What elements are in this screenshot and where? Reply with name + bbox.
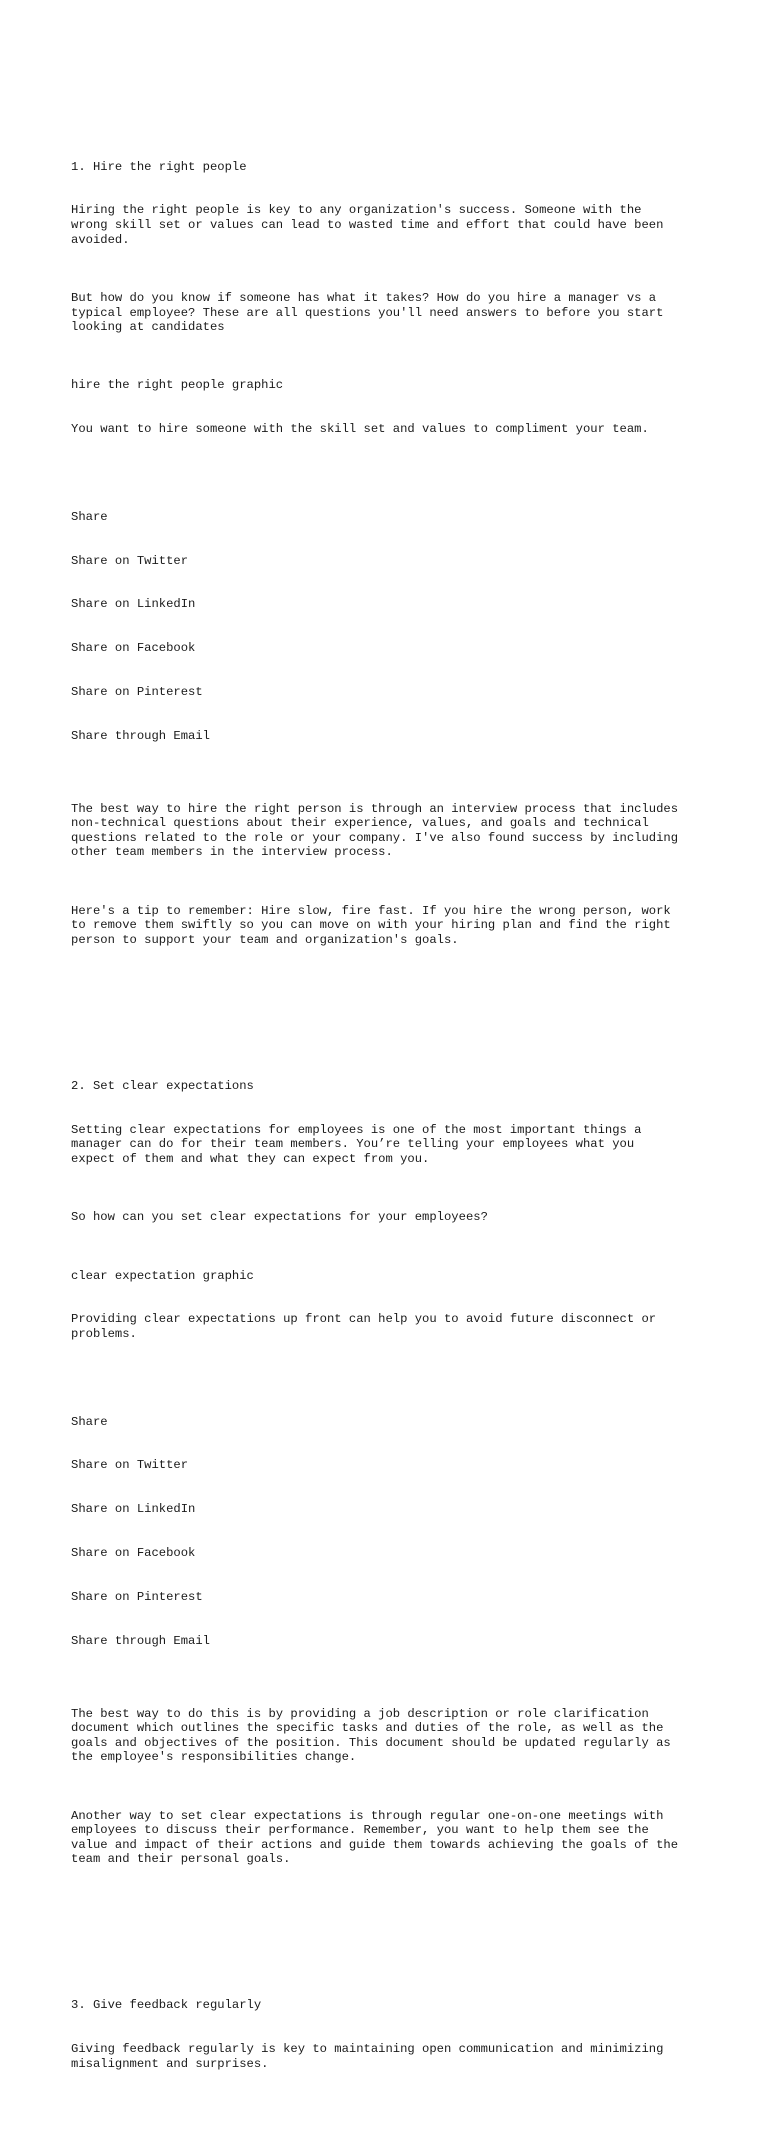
section-hire-right-people [71,130,721,976]
share-label: Share [71,509,108,524]
share-facebook-link[interactable]: Share on Facebook [71,1545,196,1560]
share-links [71,1385,721,1677]
paragraph: Hiring the right people is key to any organization's success. Someone with the wrong skill set or values can lead to wasted time and effort that could have been avoided. [71,203,664,247]
share-links [71,481,721,773]
share-email-link[interactable]: Share through Email [71,728,210,743]
share-pinterest-link[interactable]: Share on Pinterest [71,684,203,699]
paragraph: Giving feedback regularly is key to maintaining open communication and minimizing misalignment and surprises. [71,2042,664,2071]
graphic-alt-text: clear expectation graphic [71,1268,254,1283]
paragraph: But how do you know if someone has what it takes? How do you hire a manager vs a typical employee? These are all questions you'll need answers to before you start looking at candidates [71,290,664,335]
share-email-link[interactable]: Share through Email [71,1633,210,1648]
paragraph: So how can you set clear expectations for your employees? [71,1210,488,1225]
graphic-caption: You want to hire someone with the skill set and values to compliment your team. [71,422,649,437]
section-heading: 1. Hire the right people [71,159,247,174]
graphic-caption: Providing clear expectations up front can help you to avoid future disconnect or problems. [71,1312,657,1342]
graphic-alt-text: hire the right people graphic [71,378,284,393]
section-heading: 3. Give feedback regularly [71,1998,262,2013]
paragraph: Here's a tip to remember: Hire slow, fire fast. If you hire the wrong person, work to remove them swiftly so you can move on with your hiring plan and find the right person to support your team and organization's goals. [71,903,671,948]
section-give-feedback [71,1969,721,2100]
share-pinterest-link[interactable]: Share on Pinterest [71,1589,203,1604]
section-heading: 2. Set clear expectations [71,1078,254,1093]
share-linkedin-link[interactable]: Share on LinkedIn [71,597,196,612]
section-set-clear-expectations [71,1050,721,1896]
paragraph: The best way to do this is by providing a job description or role clarification document which outlines the specific tasks and duties of the role, as well as the goals and objectives of the position. This document should be updated regularly as the employee's responsibilities change. [71,1706,671,1765]
share-label: Share [71,1414,108,1429]
share-twitter-link[interactable]: Share on Twitter [71,1458,189,1473]
share-facebook-link[interactable]: Share on Facebook [71,641,196,656]
share-linkedin-link[interactable]: Share on LinkedIn [71,1502,196,1517]
paragraph: Another way to set clear expectations is through regular one-on-one meetings with employees to discuss their performance. Remember, you want to help them see the value and impact of their actions and guide them towards achieving the goals of the team and their personal goals. [71,1808,679,1867]
share-twitter-link[interactable]: Share on Twitter [71,553,189,568]
paragraph: Setting clear expectations for employees is one of the most important things a manager can do for their team members. You’re telling your employees what you expect of them and what they can expect from you. [71,1122,642,1166]
paragraph: The best way to hire the right person is through an interview process that includes non-technical questions about their experience, values, and goals and technical questions related to the role or your company. I've also found success by including other team members in the interview process. [71,801,679,860]
document-body [71,72,721,2130]
